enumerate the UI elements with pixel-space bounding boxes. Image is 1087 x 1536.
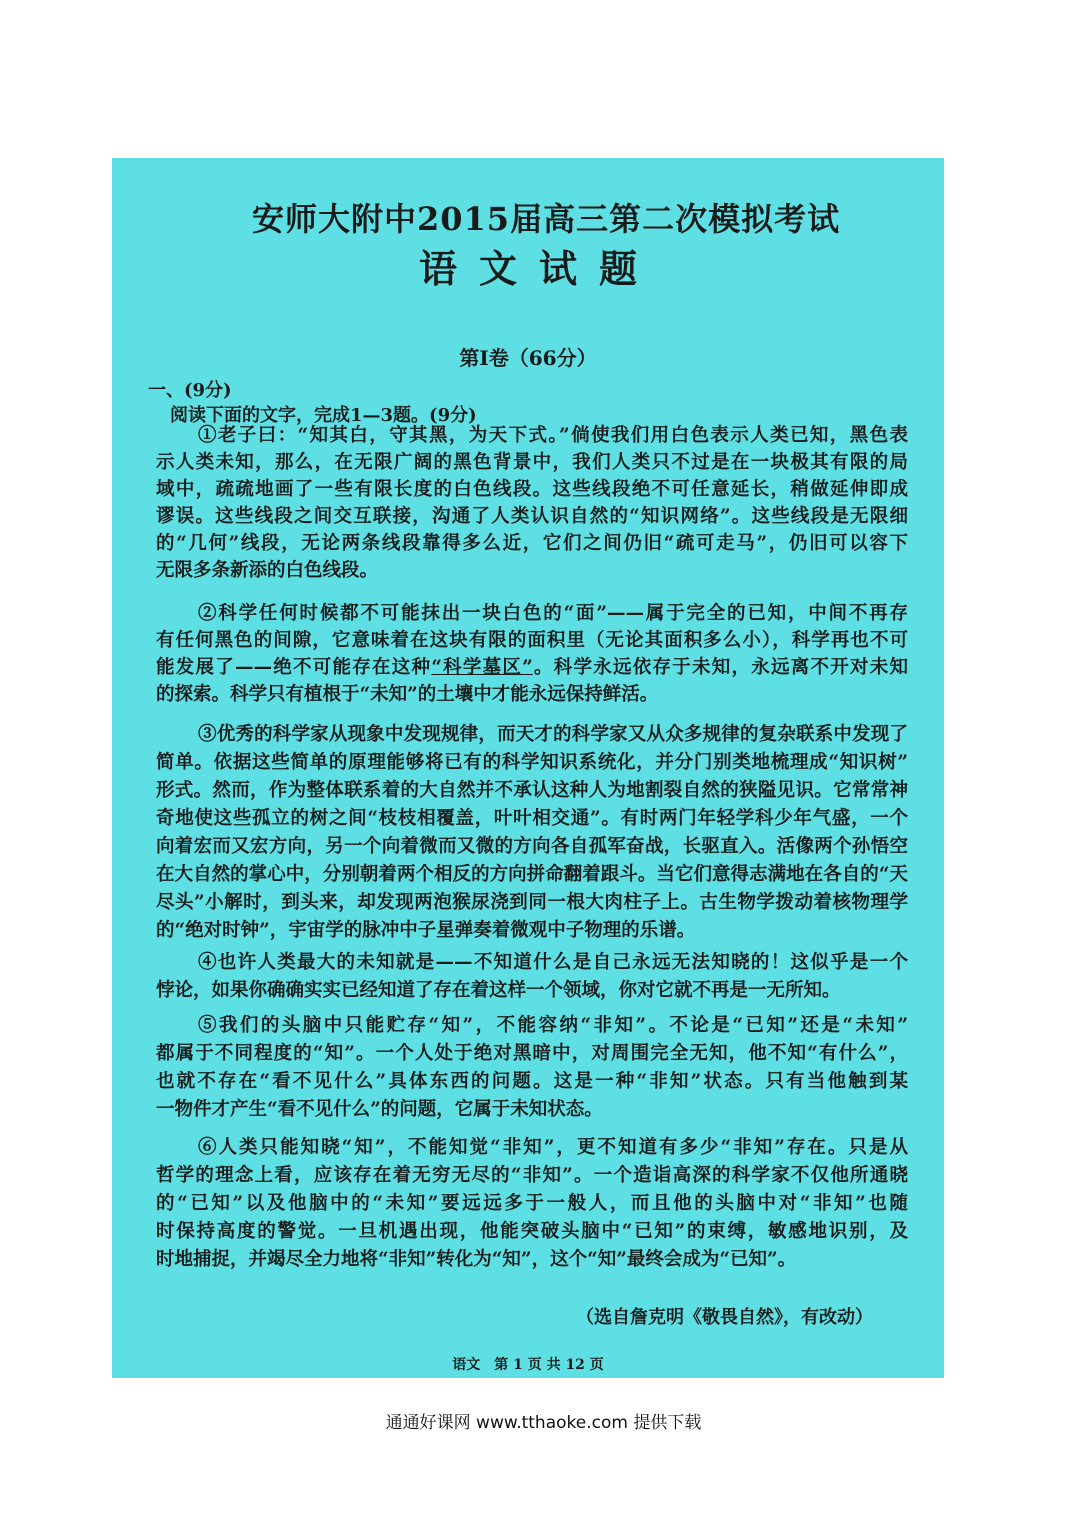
question-heading: 一、(9分) bbox=[148, 380, 232, 401]
text-line: 无限多条新添的白色线段。 bbox=[156, 560, 379, 581]
text-line: 的“几何”线段，无论两条线段靠得多么近，它们之间仍旧“疏可走马”，仍旧可以容下 bbox=[156, 533, 908, 554]
text-line: 在大自然的掌心中，分别朝着两个相反的方向拼命翻着跟斗。当它们意得志满地在各自的“天 bbox=[156, 864, 908, 885]
text-line: 尽头”小解时，到头来，却发现两泡猴尿浇到同一根大肉柱子上。古生物学拨动着核物理学 bbox=[156, 892, 908, 913]
text-line: 也就不存在“看不见什么”具体东西的问题。这是一种“非知”状态。只有当他触到某 bbox=[156, 1071, 908, 1092]
text-line: 的“绝对时钟”，宇宙学的脉冲中子星弹奏着微观中子物理的乐谱。 bbox=[156, 920, 696, 941]
scanned-page bbox=[112, 158, 944, 1378]
underlined-term: “科学墓区” bbox=[431, 657, 533, 678]
exam-title: 安师大附中2015届高三第二次模拟考试 bbox=[252, 200, 841, 238]
text-line: 简单。依据这些简单的原理能够将已有的科学知识系统化，并分门别类地梳理成“知识树” bbox=[156, 752, 908, 773]
section-title: 第Ⅰ卷（66分） bbox=[459, 346, 597, 370]
text-line: ①老子曰：“知其白，守其黑，为天下式。”倘使我们用白色表示人类已知，黑色表 bbox=[198, 425, 908, 446]
text-line-underlined-term: 能发展了——绝不可能存在这种“科学墓区”。科学永远依存于未知，永远离不开对未知 bbox=[156, 657, 908, 678]
text-line: 的“已知”以及他脑中的“未知”要远远多于一般人，而且他的头脑中对“非知”也随 bbox=[156, 1193, 908, 1214]
text-line: 都属于不同程度的“知”。一个人处于绝对黑暗中，对周围完全无知，他不知“有什么”， bbox=[156, 1043, 908, 1064]
text-line: 域中，疏疏地画了一些有限长度的白色线段。这些线段绝不可任意延长，稍做延伸即成 bbox=[156, 479, 908, 500]
source-citation: （选自詹克明《敬畏自然》，有改动） bbox=[576, 1307, 873, 1328]
text-line: 有任何黑色的间隙，它意味着在这块有限的面积里（无论其面积多么小），科学再也不可 bbox=[156, 630, 908, 651]
provider-credit: 通通好课网 www.tthaoke.com 提供下载 bbox=[385, 1413, 702, 1433]
text-line: 一物件才产生“看不见什么”的问题，它属于未知状态。 bbox=[156, 1099, 603, 1120]
text-line: 时地捕捉，并竭尽全力地将“非知”转化为“知”，这个“知”最终会成为“已知”。 bbox=[156, 1249, 797, 1270]
text-line: 谬误。这些线段之间交互联接，沟通了人类认识自然的“知识网络”。这些线段是无限细 bbox=[156, 506, 908, 527]
text-line: 示人类未知，那么，在无限广阔的黑色背景中，我们人类只不过是在一块极其有限的局 bbox=[156, 452, 908, 473]
subject-title: 语文试题 bbox=[418, 246, 659, 291]
text-line: ④也许人类最大的未知就是——不知道什么是自己永远无法知晓的！这似乎是一个 bbox=[198, 952, 908, 973]
text-line: ⑥人类只能知晓“知”，不能知觉“非知”，更不知道有多少“非知”存在。只是从 bbox=[198, 1137, 908, 1158]
text-line: ⑤我们的头脑中只能贮存“知”，不能容纳“非知”。不论是“已知”还是“未知” bbox=[198, 1015, 908, 1036]
text-line: 时保持高度的警觉。一旦机遇出现，他能突破头脑中“已知”的束缚，敏感地识别，及 bbox=[156, 1221, 908, 1242]
text-line: ②科学任何时候都不可能抹出一块白色的“面”——属于完全的已知，中间不再存 bbox=[198, 603, 908, 624]
text-line: 向着宏而又宏方向，另一个向着微而又微的方向各自孤军奋战，长驱直入。活像两个孙悟空 bbox=[156, 836, 908, 857]
question-instruction: 阅读下面的文字，完成1—3题。(9分) bbox=[170, 405, 477, 426]
text-line: 哲学的理念上看，应该存在着无穷无尽的“非知”。一个造诣高深的科学家不仅他所通晓 bbox=[156, 1165, 908, 1186]
text-line: 的探索。科学只有植根于“未知”的土壤中才能永远保持鲜活。 bbox=[156, 684, 659, 705]
text-line: ③优秀的科学家从现象中发现规律，而天才的科学家又从众多规律的复杂联系中发现了 bbox=[198, 724, 908, 745]
text-line: 奇地使这些孤立的树之间“枝枝相覆盖，叶叶相交通”。有时两门年轻学科少年气盛，一个 bbox=[156, 808, 908, 829]
text-line: 形式。然而，作为整体联系着的大自然并不承认这种人为地割裂自然的狭隘见识。它常常神 bbox=[156, 780, 908, 801]
text-line: 悖论，如果你确确实实已经知道了存在着这样一个领域，你对它就不再是一无所知。 bbox=[156, 980, 841, 1001]
page-footer: 语文 第 1 页 共 12 页 bbox=[452, 1357, 604, 1373]
